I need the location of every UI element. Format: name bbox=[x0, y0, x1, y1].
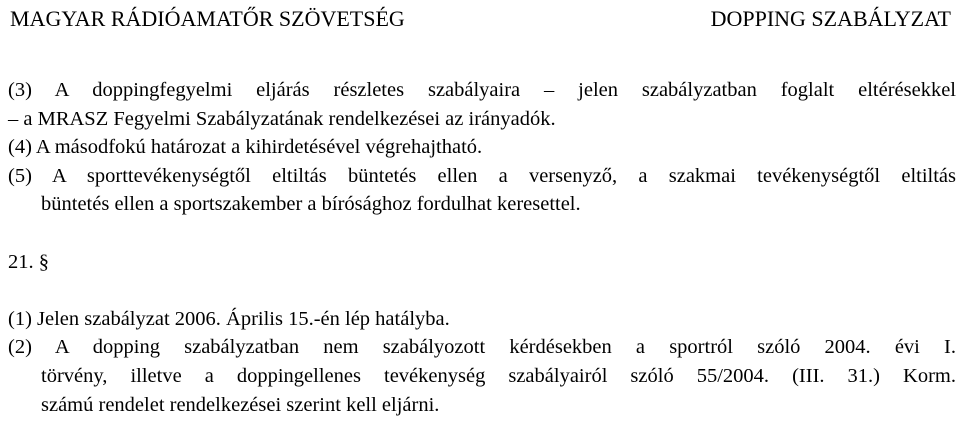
page-header bbox=[10, 4, 951, 34]
document-body bbox=[8, 76, 956, 419]
section-heading bbox=[8, 248, 956, 277]
section-paragraph-2-line-3: számú rendelet rendelkezései szerint kell eljárni. bbox=[41, 393, 440, 416]
organization-name: MAGYAR RÁDIÓAMATŐR SZÖVETSÉG bbox=[10, 6, 405, 31]
section-paragraph-2-line-1: (2) A dopping szabályzatban nem szabályozott kérdésekben a sportról szóló 2004. évi I. bbox=[8, 336, 956, 359]
section-paragraph-2-line-2: törvény, illetve a doppingellenes tevékenység szabályairól szóló 55/2004. (III. 31.) Korm. bbox=[41, 364, 956, 387]
spacer bbox=[8, 219, 956, 248]
paragraph-4: (4) A másodfokú határozat a kihirdetésével végrehajtható. bbox=[8, 136, 483, 159]
paragraph-3-line-2: – a MRASZ Fegyelmi Szabályzatának rendelkezései az irányadók. bbox=[8, 107, 556, 130]
spacer bbox=[8, 276, 956, 305]
document-title: DOPPING SZABÁLYZAT bbox=[710, 6, 951, 31]
section-symbol: § bbox=[38, 250, 49, 273]
section-paragraph-1: (1) Jelen szabályzat 2006. Április 15.-én lép hatályba. bbox=[8, 307, 450, 330]
paragraph-3-line-1: (3) A doppingfegyelmi eljárás részletes szabályaira – jelen szabályzatban foglalt eltérésekkel bbox=[8, 79, 956, 101]
paragraph-5-line-2: büntetés ellen a sportszakember a bírósághoz fordulhat keresettel. bbox=[41, 193, 581, 216]
section-number: 21. bbox=[8, 250, 34, 273]
paragraph-5-line-1: (5) A sporttevékenységtől eltiltás büntetés ellen a versenyző, a szakmai tevékenységtől eltiltás bbox=[8, 164, 956, 187]
